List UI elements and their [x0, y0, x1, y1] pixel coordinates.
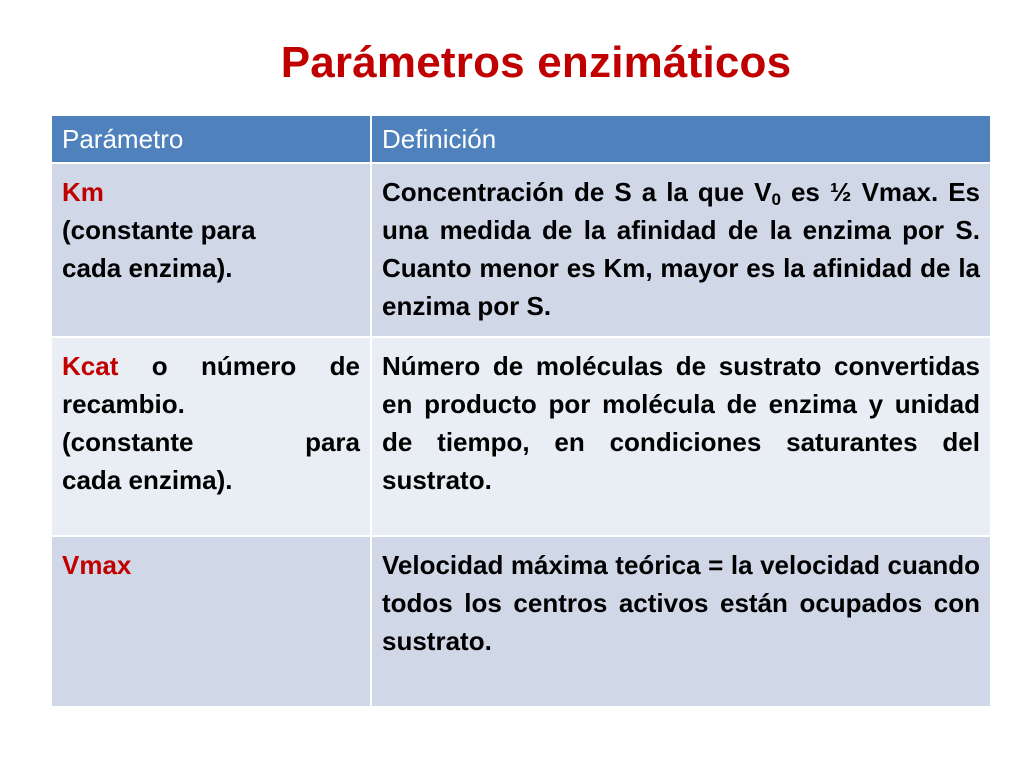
term-km: Km [62, 177, 104, 207]
parameters-table [52, 116, 990, 706]
term-vmax: Vmax [62, 550, 132, 580]
table-row-km [52, 163, 990, 337]
term-kcat: Kcat [62, 351, 119, 381]
page-title: Parámetros enzimáticos [280, 38, 792, 87]
term-note-line: cada enzima). [62, 253, 233, 283]
term-cell-km [52, 163, 371, 337]
table-header-row [52, 116, 990, 163]
definition-km-part1: Concentración de S a la que V [382, 177, 772, 207]
term-kcat-suffix: o número de recambio. [62, 351, 360, 419]
definition-cell-kcat: Número de moléculas de sustrato convertidas en producto por molécula de enzima y unidad de tiempo, en condiciones saturantes del sustrato. [371, 337, 990, 536]
table-row-vmax [52, 536, 990, 706]
header-definicion: Definición [371, 116, 990, 163]
definition-km-subscript: 0 [771, 190, 781, 209]
definition-cell-vmax: Velocidad máxima teórica = la velocidad cuando todos los centros activos están ocupados con sustrato. [371, 536, 990, 706]
definition-km-part2: es ½ Vmax. Es una medida de la afinidad de la enzima por S. Cuanto menor es Km, mayor es la afinidad de la enzima por S. [382, 177, 981, 321]
term-cell-vmax [52, 536, 371, 706]
definition-cell-km [371, 163, 990, 337]
term-note-line: (constante para [62, 215, 256, 245]
header-parametro: Parámetro [52, 116, 371, 163]
table-row-kcat [52, 337, 990, 536]
term-cell-kcat [52, 337, 371, 536]
term-note-line: cada enzima). [62, 465, 233, 495]
term-note-line: (constante para [62, 427, 360, 457]
